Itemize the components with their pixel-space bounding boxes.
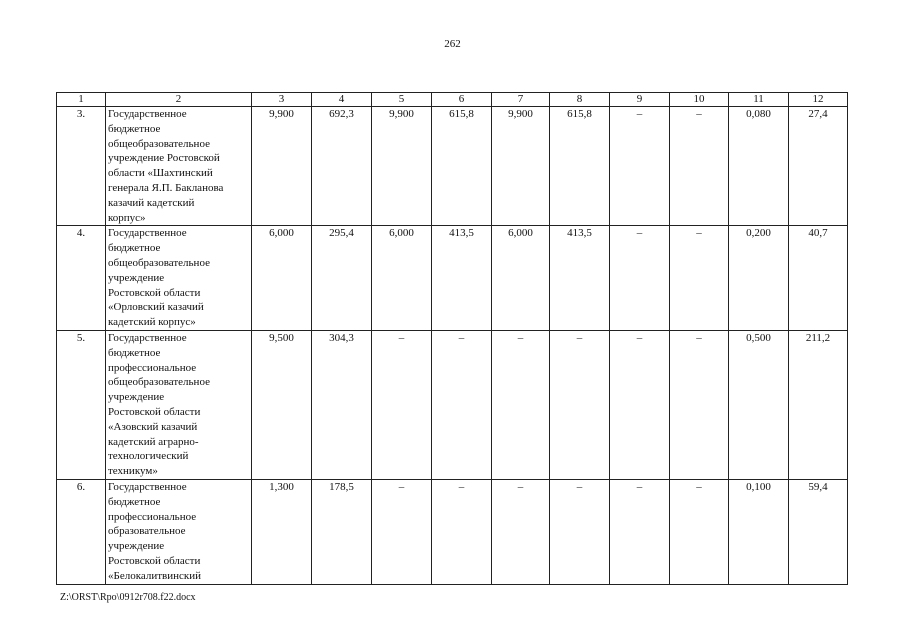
cell-value: 413,5 <box>432 226 492 331</box>
name-line: бюджетное <box>108 122 161 135</box>
name-line: технологический <box>108 450 189 463</box>
institution-name <box>106 107 252 226</box>
name-line: общеобразовательное <box>108 256 210 269</box>
name-line: учреждение <box>108 540 165 553</box>
cell-value: 0,200 <box>729 226 789 331</box>
cell-value: – <box>432 479 492 584</box>
row-number: 6. <box>57 479 106 584</box>
column-header: 3 <box>252 93 312 107</box>
name-line: учреждение <box>108 391 165 404</box>
name-line: профессиональное <box>108 361 197 374</box>
cell-value: – <box>550 479 610 584</box>
column-header: 7 <box>492 93 550 107</box>
cell-value: 615,8 <box>432 107 492 226</box>
cell-value: 27,4 <box>789 107 848 226</box>
cell-value: 40,7 <box>789 226 848 331</box>
name-line: Государственное <box>108 480 187 493</box>
table-row <box>57 226 848 331</box>
cell-value: 295,4 <box>312 226 372 331</box>
cell-value: 0,500 <box>729 330 789 479</box>
cell-value: 692,3 <box>312 107 372 226</box>
cell-value: 413,5 <box>550 226 610 331</box>
name-line: общеобразовательное <box>108 137 210 150</box>
cell-value: – <box>432 330 492 479</box>
cell-value: 6,000 <box>252 226 312 331</box>
cell-value: 9,900 <box>492 107 550 226</box>
row-number: 3. <box>57 107 106 226</box>
institution-name <box>106 226 252 331</box>
cell-value: – <box>670 479 729 584</box>
name-line: кадетский корпус» <box>108 316 196 329</box>
column-header: 11 <box>729 93 789 107</box>
cell-value: – <box>670 226 729 331</box>
name-line: бюджетное <box>108 346 161 359</box>
cell-value: – <box>610 226 670 331</box>
name-line: образовательное <box>108 525 186 538</box>
data-table <box>56 92 848 585</box>
name-line: техникум» <box>108 465 158 478</box>
cell-value: – <box>372 330 432 479</box>
name-line: Государственное <box>108 331 187 344</box>
name-line: области «Шахтинский <box>108 167 213 180</box>
name-line: «Азовский казачий <box>108 420 198 433</box>
cell-value: 211,2 <box>789 330 848 479</box>
cell-value: 9,500 <box>252 330 312 479</box>
cell-value: 0,080 <box>729 107 789 226</box>
column-header: 9 <box>610 93 670 107</box>
cell-value: 0,100 <box>729 479 789 584</box>
name-line: общеобразовательное <box>108 376 210 389</box>
column-header: 6 <box>432 93 492 107</box>
cell-value: – <box>550 330 610 479</box>
cell-value: 9,900 <box>252 107 312 226</box>
cell-value: – <box>610 330 670 479</box>
name-line: Ростовской области <box>108 405 201 418</box>
name-line: корпус» <box>108 211 146 224</box>
name-line: учреждение <box>108 271 165 284</box>
name-line: бюджетное <box>108 242 161 255</box>
name-line: Государственное <box>108 227 187 240</box>
name-line: «Белокалитвинский <box>108 569 201 582</box>
cell-value: – <box>372 479 432 584</box>
cell-value: – <box>670 107 729 226</box>
cell-value: 615,8 <box>550 107 610 226</box>
cell-value: 178,5 <box>312 479 372 584</box>
institution-name <box>106 479 252 584</box>
column-header: 5 <box>372 93 432 107</box>
cell-value: – <box>492 330 550 479</box>
name-line: казачий кадетский <box>108 196 195 209</box>
row-number: 4. <box>57 226 106 331</box>
cell-value: 304,3 <box>312 330 372 479</box>
cell-value: – <box>670 330 729 479</box>
cell-value: 6,000 <box>492 226 550 331</box>
institution-name <box>106 330 252 479</box>
column-header: 10 <box>670 93 729 107</box>
name-line: учреждение Ростовской <box>108 152 220 165</box>
cell-value: – <box>610 107 670 226</box>
table-row <box>57 107 848 226</box>
table-row <box>57 330 848 479</box>
cell-value: 59,4 <box>789 479 848 584</box>
cell-value: – <box>610 479 670 584</box>
name-line: Ростовской области <box>108 286 201 299</box>
row-number: 5. <box>57 330 106 479</box>
page-number: 262 <box>444 38 461 50</box>
column-header: 8 <box>550 93 610 107</box>
column-header: 1 <box>57 93 106 107</box>
column-header: 2 <box>106 93 252 107</box>
file-path-footer: Z:\ORST\Rpo\0912r708.f22.docx <box>60 592 196 603</box>
cell-value: 1,300 <box>252 479 312 584</box>
column-header: 4 <box>312 93 372 107</box>
cell-value: – <box>492 479 550 584</box>
name-line: «Орловский казачий <box>108 301 204 314</box>
header-row <box>57 93 848 107</box>
name-line: Ростовской области <box>108 554 201 567</box>
name-line: кадетский аграрно- <box>108 435 199 448</box>
name-line: генерала Я.П. Бакланова <box>108 181 224 194</box>
name-line: бюджетное <box>108 495 161 508</box>
column-header: 12 <box>789 93 848 107</box>
cell-value: 6,000 <box>372 226 432 331</box>
name-line: Государственное <box>108 108 187 120</box>
cell-value: 9,900 <box>372 107 432 226</box>
table-row <box>57 479 848 584</box>
name-line: профессиональное <box>108 510 197 523</box>
